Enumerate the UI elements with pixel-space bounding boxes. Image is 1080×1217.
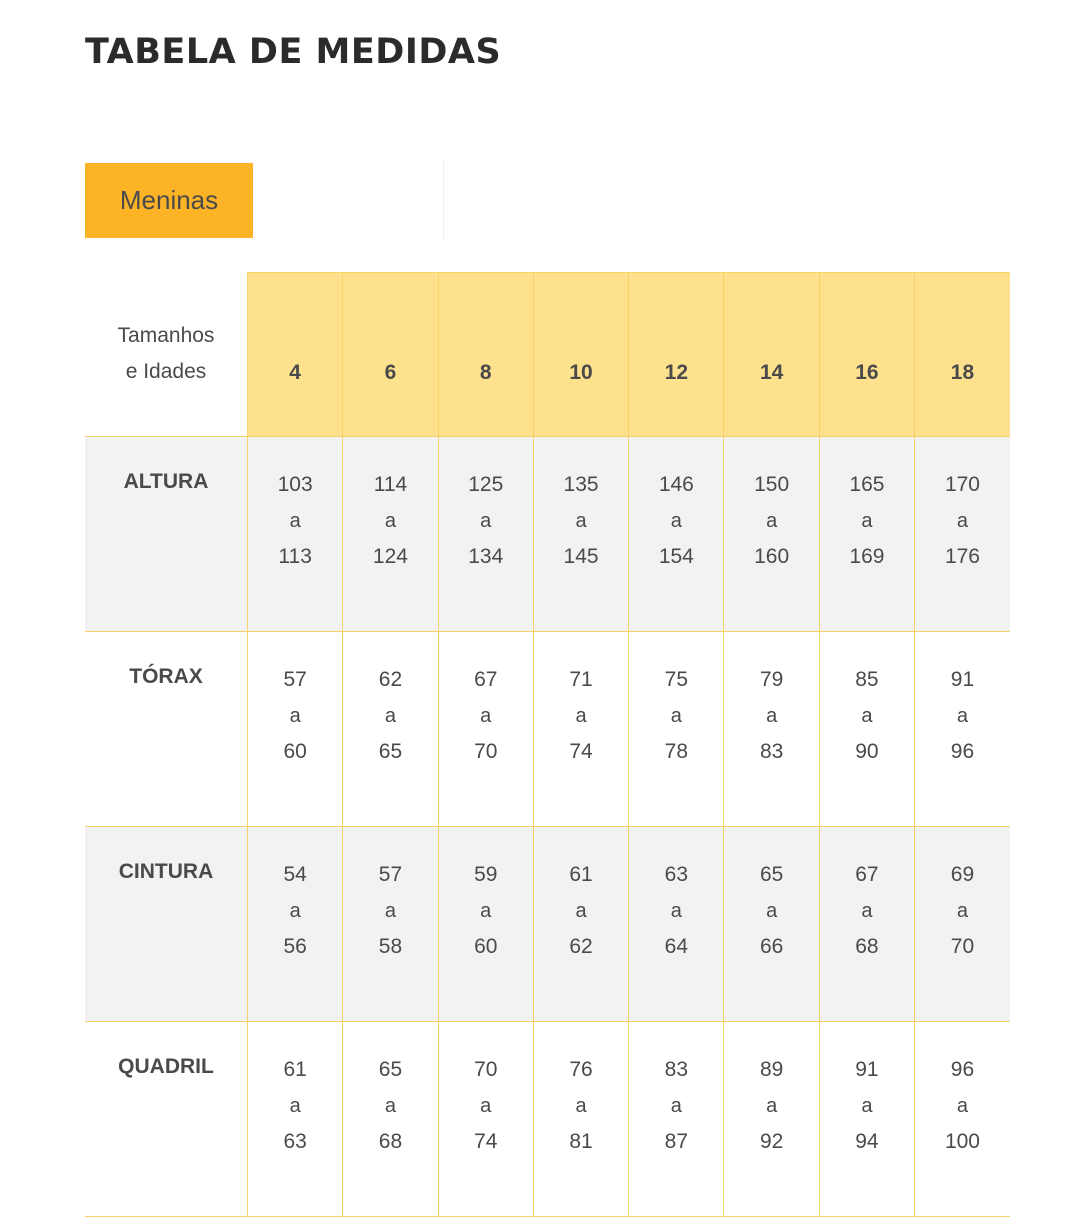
range-max: 113: [278, 545, 312, 568]
range-min: 54: [283, 863, 307, 886]
range-separator: a: [956, 705, 969, 727]
range-min: 67: [474, 668, 498, 691]
tab-divider: [443, 160, 444, 240]
measurement-cell: [629, 827, 724, 1022]
measurement-cell: [438, 1022, 533, 1217]
range-min: 89: [759, 1058, 784, 1081]
range-max: 70: [950, 935, 975, 958]
measurement-cell: [533, 1022, 628, 1217]
range-min: 125: [468, 473, 504, 496]
size-header: 6: [343, 273, 438, 437]
range-separator: a: [384, 1095, 396, 1117]
range-separator: a: [766, 705, 778, 727]
range-max: 74: [474, 1130, 498, 1153]
measurement-cell: [819, 632, 914, 827]
row-label: QUADRIL: [85, 1022, 248, 1217]
measurement-cell: [819, 437, 914, 632]
measurement-cell: [724, 437, 819, 632]
range-max: 124: [372, 545, 408, 568]
range-max: 60: [283, 740, 307, 763]
measurement-cell: [629, 1022, 724, 1217]
range-max: 62: [569, 935, 593, 958]
row-label: ALTURA: [85, 437, 248, 632]
tab-meninas[interactable]: Meninas: [85, 163, 253, 238]
range-max: 92: [759, 1130, 784, 1153]
measurement-cell: [533, 437, 628, 632]
range-separator: a: [861, 705, 873, 727]
range-min: 61: [283, 1058, 307, 1081]
range-min: 146: [658, 473, 694, 496]
range-min: 63: [664, 863, 689, 886]
range-separator: a: [575, 1095, 587, 1117]
size-header: 10: [533, 273, 628, 437]
range-separator: a: [289, 1095, 301, 1117]
range-min: 165: [849, 473, 885, 496]
range-max: 70: [474, 740, 498, 763]
range-max: 78: [664, 740, 689, 763]
range-separator: a: [956, 1095, 969, 1117]
measurement-cell: [915, 632, 1010, 827]
corner-header-line2: e Idades: [125, 360, 207, 384]
range-max: 169: [849, 545, 885, 568]
measurement-cell: [533, 827, 628, 1022]
size-header: 18: [915, 273, 1010, 437]
range-separator: a: [861, 510, 873, 532]
range-max: 134: [468, 545, 504, 568]
page-title: TABELA DE MEDIDAS: [85, 32, 502, 72]
range-min: 61: [569, 863, 593, 886]
range-min: 69: [950, 863, 975, 886]
range-max: 65: [378, 740, 403, 763]
measurement-cell: [248, 632, 343, 827]
range-separator: a: [670, 1095, 682, 1117]
range-max: 94: [855, 1130, 879, 1153]
range-separator: a: [956, 900, 969, 922]
table-row: [85, 437, 1010, 632]
measurement-cell: [438, 437, 533, 632]
range-separator: a: [861, 1095, 873, 1117]
range-separator: a: [289, 510, 301, 532]
range-min: 91: [950, 668, 975, 691]
range-max: 145: [563, 545, 599, 568]
range-max: 160: [754, 545, 790, 568]
range-max: 66: [759, 935, 784, 958]
row-label: TÓRAX: [85, 632, 248, 827]
table-row: [85, 632, 1010, 827]
range-min: 91: [855, 1058, 879, 1081]
measurement-cell: [248, 437, 343, 632]
range-max: 58: [378, 935, 403, 958]
range-separator: a: [480, 1095, 492, 1117]
range-separator: a: [384, 900, 396, 922]
range-separator: a: [575, 510, 587, 532]
measurement-cell: [343, 827, 438, 1022]
range-min: 76: [569, 1058, 593, 1081]
range-max: 81: [569, 1130, 593, 1153]
range-separator: a: [861, 900, 873, 922]
measurement-cell: [915, 437, 1010, 632]
range-max: 68: [855, 935, 879, 958]
range-separator: a: [670, 510, 682, 532]
range-min: 57: [378, 863, 403, 886]
measurement-cell: [724, 1022, 819, 1217]
range-max: 154: [658, 545, 694, 568]
range-min: 62: [378, 668, 403, 691]
measurement-cell: [343, 437, 438, 632]
range-max: 87: [664, 1130, 689, 1153]
range-separator: a: [384, 510, 396, 532]
corner-header: [85, 273, 248, 437]
measurement-cell: [248, 1022, 343, 1217]
table-row: [85, 1022, 1010, 1217]
size-header: 14: [724, 273, 819, 437]
range-separator: a: [480, 900, 492, 922]
range-min: 114: [373, 473, 408, 496]
measurement-cell: [819, 827, 914, 1022]
range-separator: a: [956, 510, 969, 532]
range-separator: a: [766, 900, 778, 922]
size-table: [85, 272, 1010, 1217]
measurement-cell: [915, 827, 1010, 1022]
range-max: 90: [855, 740, 879, 763]
range-min: 79: [759, 668, 784, 691]
size-header: 4: [248, 273, 343, 437]
range-min: 65: [378, 1058, 403, 1081]
range-max: 64: [664, 935, 689, 958]
range-min: 170: [944, 473, 980, 496]
range-max: 63: [283, 1130, 307, 1153]
measurement-cell: [533, 632, 628, 827]
range-max: 56: [283, 935, 307, 958]
range-separator: a: [670, 705, 682, 727]
measurement-cell: [724, 632, 819, 827]
range-min: 83: [664, 1058, 689, 1081]
range-min: 67: [855, 863, 879, 886]
measurement-cell: [438, 632, 533, 827]
range-separator: a: [480, 510, 492, 532]
range-separator: a: [384, 705, 396, 727]
size-header: 16: [819, 273, 914, 437]
range-separator: a: [670, 900, 682, 922]
range-max: 74: [569, 740, 593, 763]
measurement-cell: [629, 437, 724, 632]
range-min: 135: [563, 473, 599, 496]
measurement-cell: [819, 1022, 914, 1217]
measurement-cell: [343, 1022, 438, 1217]
range-separator: a: [289, 900, 301, 922]
measurement-cell: [248, 827, 343, 1022]
range-separator: a: [766, 1095, 778, 1117]
header-row: [85, 273, 1010, 437]
measurement-cell: [343, 632, 438, 827]
range-min: 150: [754, 473, 790, 496]
range-max: 68: [378, 1130, 403, 1153]
range-min: 65: [759, 863, 784, 886]
measurement-cell: [724, 827, 819, 1022]
range-min: 103: [277, 473, 313, 496]
range-min: 71: [569, 668, 593, 691]
range-max: 60: [474, 935, 498, 958]
range-separator: a: [575, 900, 587, 922]
range-separator: a: [575, 705, 587, 727]
range-separator: a: [480, 705, 492, 727]
range-separator: a: [766, 510, 778, 532]
measurement-cell: [438, 827, 533, 1022]
range-separator: a: [289, 705, 301, 727]
size-header: 12: [629, 273, 724, 437]
range-min: 96: [950, 1058, 975, 1081]
range-min: 70: [474, 1058, 498, 1081]
range-max: 100: [944, 1130, 980, 1153]
range-min: 59: [474, 863, 498, 886]
table-row: [85, 827, 1010, 1022]
range-max: 83: [759, 740, 784, 763]
range-max: 96: [950, 740, 975, 763]
range-max: 176: [944, 545, 980, 568]
measurement-cell: [915, 1022, 1010, 1217]
range-min: 85: [855, 668, 879, 691]
corner-header-line1: Tamanhos: [117, 324, 215, 348]
measurement-cell: [629, 632, 724, 827]
row-label: CINTURA: [85, 827, 248, 1022]
range-min: 75: [664, 668, 689, 691]
range-min: 57: [283, 668, 307, 691]
size-header: 8: [438, 273, 533, 437]
